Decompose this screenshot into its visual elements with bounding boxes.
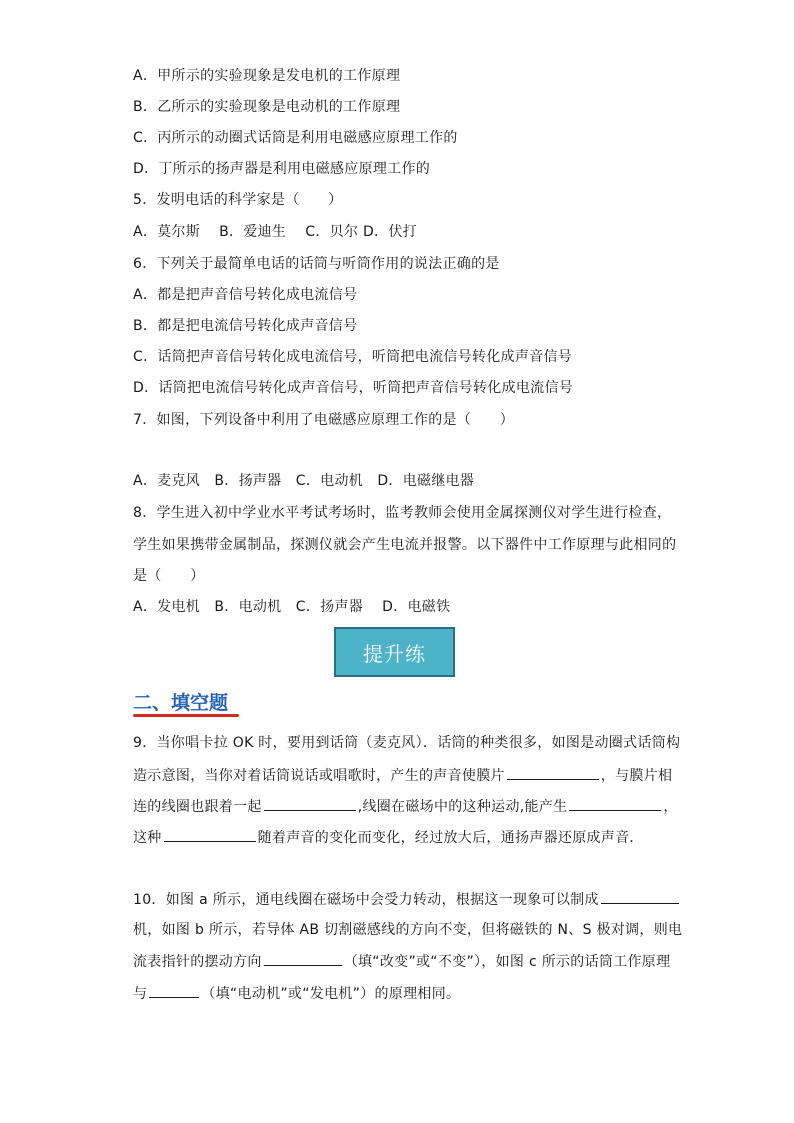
blank-10-2[interactable] xyxy=(264,951,342,966)
blank-10-3[interactable] xyxy=(149,983,199,998)
question-9-text: ,线圈在磁场中的这种运动,能产生 xyxy=(357,799,568,815)
option-4c: C．丙所示的动圈式话筒是利用电磁感应原理工作的 xyxy=(133,130,458,146)
question-8-options: A．发电机 B．电动机 C．扬声器 D．电磁铁 xyxy=(133,599,451,615)
question-5-options: A．莫尔斯 B．爱迪生 C．贝尔 D．伏打 xyxy=(133,224,417,240)
question-9-text: 连的线圈也跟着一起 xyxy=(133,799,262,815)
question-9-text: 这种 xyxy=(133,830,162,846)
question-7: 7．如图，下列设备中利用了电磁感应原理工作的是（ ） xyxy=(133,412,515,428)
blank-9-4[interactable] xyxy=(164,827,256,842)
question-9-line-1: 9．当你唱卡拉 OK 时，要用到话筒（麦克风）．话筒的种类很多，如图是动圈式话筒构 xyxy=(133,735,681,751)
question-8-line-2: 学生如果携带金属制品，探测仪就会产生电流并报警。以下器件中工作原理与此相同的 xyxy=(133,537,677,553)
question-10-line-1 xyxy=(133,889,681,910)
question-10-text: 与 xyxy=(133,986,148,1002)
blank-9-2[interactable] xyxy=(264,796,356,811)
question-9-line-3 xyxy=(133,796,678,817)
question-10-line-3 xyxy=(133,951,670,972)
blank-9-1[interactable] xyxy=(507,765,599,780)
option-6a: A．都是把声音信号转化成电流信号 xyxy=(133,287,358,303)
question-10-text: （填“电动机”或“发电机”）的原理相同。 xyxy=(201,986,461,1002)
question-9-line-4 xyxy=(133,827,644,848)
question-6: 6．下列关于最简单电话的话筒与听筒作用的说法正确的是 xyxy=(133,256,500,272)
question-8-line-1: 8．学生进入初中学业水平考试考场时，监考教师会使用金属探测仪对学生进行检查， xyxy=(133,505,672,521)
section-underline xyxy=(133,714,239,717)
question-9-text: ，与膜片相 xyxy=(600,768,673,784)
question-9-text: 造示意图，当你对着话筒说话或唱歌时，产生的声音使膜片 xyxy=(133,768,505,784)
question-9-text: ， xyxy=(663,799,678,815)
option-6b: B．都是把电流信号转化成声音信号 xyxy=(133,318,358,334)
question-9-line-2 xyxy=(133,765,672,786)
section-title: 二、填空题 xyxy=(133,692,229,714)
option-4a: A．甲所示的实验现象是发电机的工作原理 xyxy=(133,68,401,84)
question-10-text: （填“改变”或“不变”），如图 c 所示的话筒工作原理 xyxy=(343,954,671,970)
option-4b: B．乙所示的实验现象是电动机的工作原理 xyxy=(133,99,401,115)
question-10-text: 流表指针的摆动方向 xyxy=(133,954,262,970)
option-4d: D．丁所示的扬声器是利用电磁感应原理工作的 xyxy=(133,161,431,177)
blank-10-1[interactable] xyxy=(601,889,679,904)
blank-9-3[interactable] xyxy=(569,796,661,811)
question-8-line-3: 是（ ） xyxy=(133,568,205,584)
question-10-line-2: 机，如图 b 所示，若导体 AB 切割磁感线的方向不变，但将磁铁的 N、S 极对调，则电 xyxy=(133,922,683,938)
question-7-options: A．麦克风 B．扬声器 C．电动机 D．电磁继电器 xyxy=(133,473,475,489)
option-6d: D．话筒把电流信号转化成声音信号，听筒把声音信号转化成电流信号 xyxy=(133,380,574,396)
option-6c: C．话筒把声音信号转化成电流信号，听筒把电流信号转化成声音信号 xyxy=(133,349,573,365)
question-10-line-4 xyxy=(133,983,460,1004)
question-10-text: 10．如图 a 所示，通电线圈在磁场中会受力转动，根据这一现象可以制成 xyxy=(133,892,599,908)
practice-button[interactable]: 提升练 xyxy=(334,627,455,677)
question-9-text: 随着声音的变化而变化，经过放大后，通扬声器还原成声音． xyxy=(257,830,644,846)
question-5: 5．发明电话的科学家是（ ） xyxy=(133,192,343,208)
